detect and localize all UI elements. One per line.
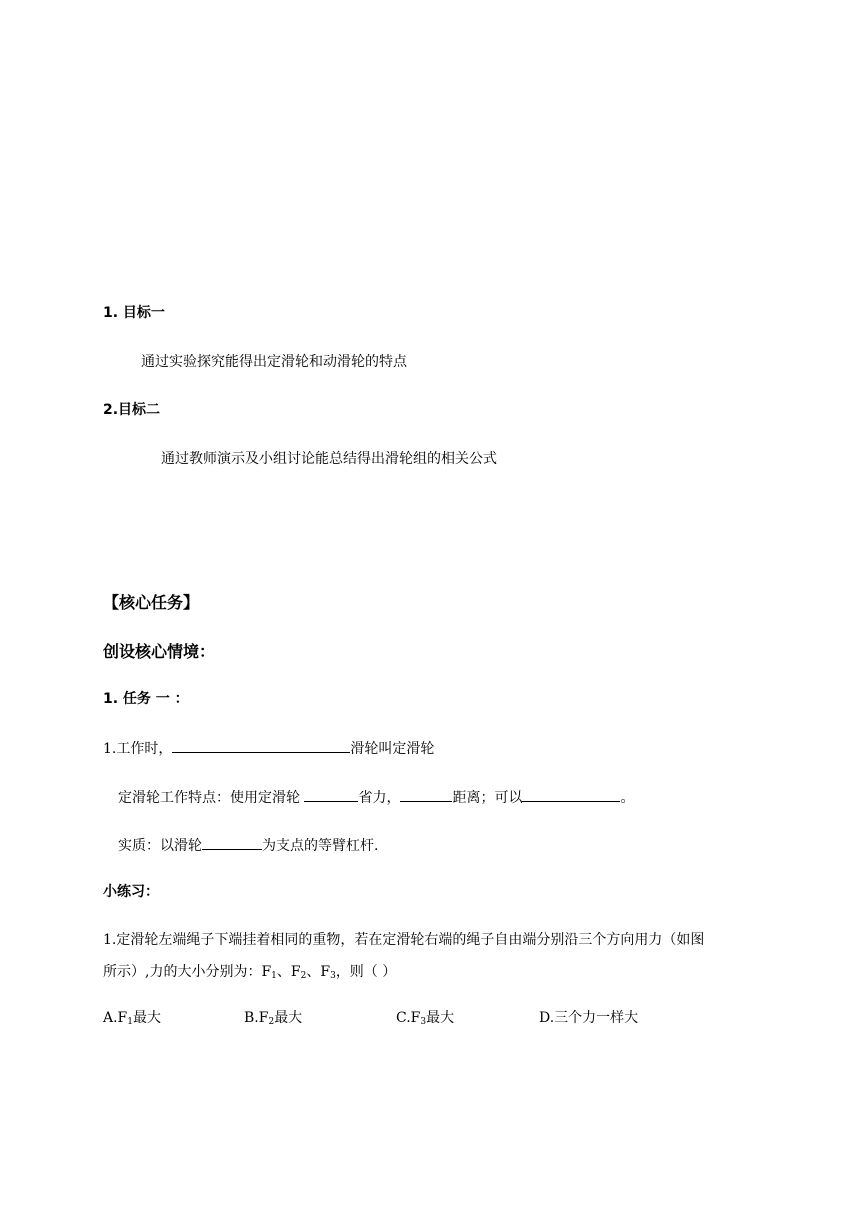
- goal-1-text: 通过实验探究能得出定滑轮和动滑轮的特点: [141, 354, 407, 370]
- sub-1: 1: [271, 971, 277, 981]
- sep-2: 、F: [306, 964, 331, 980]
- q2-blank-1[interactable]: [304, 787, 358, 802]
- q2-part-d: 。: [620, 790, 635, 806]
- option-b-pre: B.F: [244, 1010, 269, 1026]
- q3-blank[interactable]: [202, 835, 262, 850]
- q3-part-b: 为支点的等臂杠杆.: [262, 838, 379, 854]
- q3-part-a: 实质：以滑轮: [118, 838, 202, 854]
- q-line2-a: 所示）,力的大小分别为：F: [103, 964, 272, 980]
- fill-question-3: [118, 835, 378, 855]
- q2-part-c: 距离；可以: [452, 790, 523, 806]
- q-line2-b: ，则（ ）: [335, 964, 397, 980]
- option-a-pre: A.F: [103, 1010, 128, 1026]
- goal-1-heading: 1. 目标一: [103, 305, 165, 321]
- option-a[interactable]: [103, 1009, 161, 1027]
- option-a-post: 最大: [133, 1010, 162, 1026]
- goal-2-text: 通过教师演示及小组讨论能总结得出滑轮组的相关公式: [161, 451, 497, 467]
- practice-title: 小练习：: [103, 884, 159, 900]
- q2-blank-2[interactable]: [400, 787, 452, 802]
- q1-prefix: 1.工作时，: [103, 741, 173, 757]
- q2-part-a: 定滑轮工作特点：使用定滑轮: [118, 790, 305, 806]
- fill-question-2: [118, 787, 634, 807]
- option-d-pre: D.三个力一样大: [539, 1010, 639, 1026]
- q2-blank-3[interactable]: [522, 787, 620, 802]
- practice-question-line-1: 1.定滑轮左端绳子下端挂着相同的重物，若在定滑轮右端的绳子自由端分别沿三个方向用力（如图: [103, 932, 705, 948]
- option-b[interactable]: [244, 1009, 302, 1027]
- core-task-title: 【核心任务】: [103, 593, 200, 612]
- option-c-sub: 3: [420, 1017, 427, 1027]
- task-1-heading: 1. 任务 一 ：: [103, 691, 189, 707]
- practice-question-line-2: [103, 963, 396, 981]
- option-b-post: 最大: [274, 1010, 303, 1026]
- sep-1: 、F: [276, 964, 301, 980]
- core-scenario-heading: 创设核心情境：: [103, 642, 216, 661]
- option-d[interactable]: [539, 1009, 638, 1027]
- q2-part-b: 省力，: [358, 790, 401, 806]
- option-c-pre: C.F: [396, 1010, 421, 1026]
- fill-question-1: [103, 738, 434, 758]
- sub-3: 3: [330, 971, 336, 981]
- goal-2-heading: 2.目标二: [103, 402, 161, 418]
- sub-2: 2: [300, 971, 307, 981]
- option-b-sub: 2: [268, 1017, 275, 1027]
- option-a-sub: 1: [127, 1017, 134, 1027]
- q1-blank[interactable]: [172, 738, 350, 753]
- option-c-post: 最大: [426, 1010, 455, 1026]
- q1-suffix: 滑轮叫定滑轮: [350, 741, 435, 757]
- option-c[interactable]: [396, 1009, 454, 1027]
